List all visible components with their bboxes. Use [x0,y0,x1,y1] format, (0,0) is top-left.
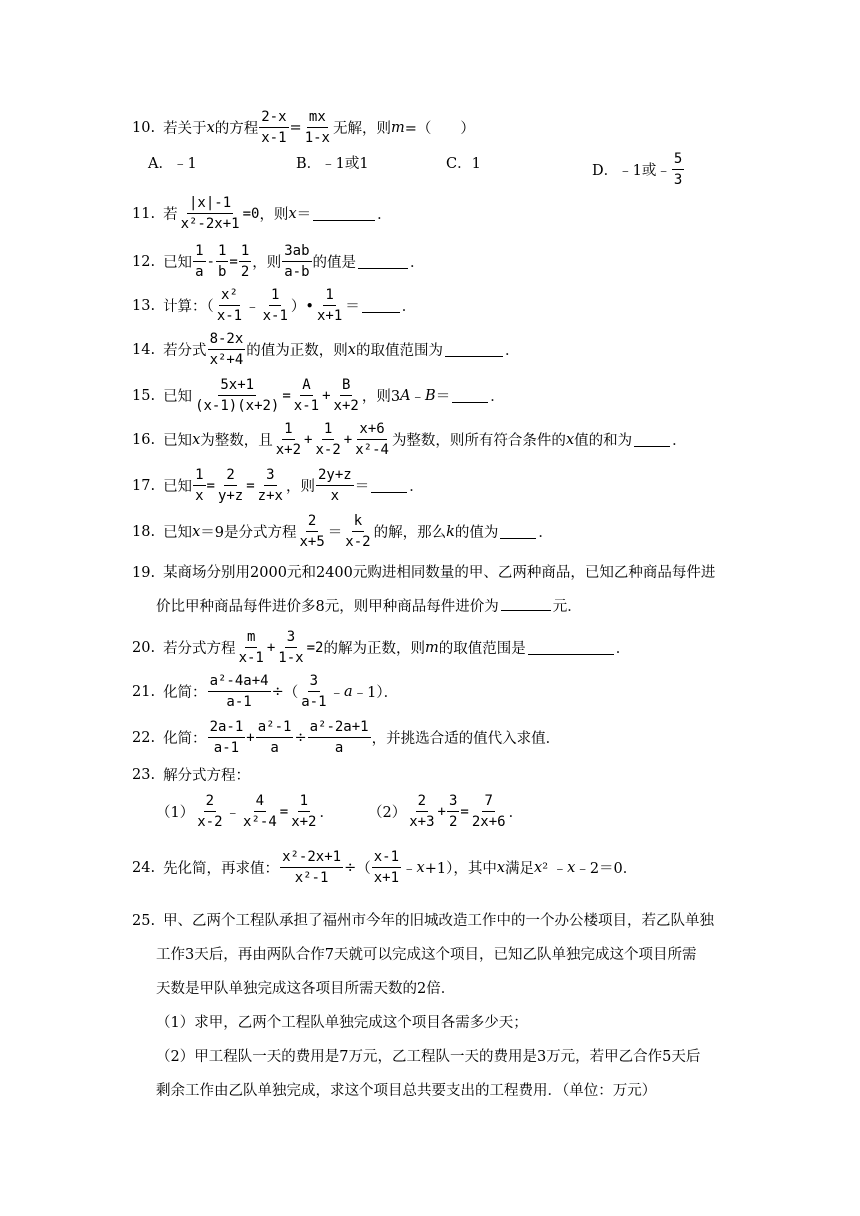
question-14: 14. 若分式 $\frac{8-2x}{\text{x²+4}}$ 的值为正数，则 x 的取值范围为 ． [132,331,520,368]
question-25-part-2: （2）甲工程队一天的费用是7万元，乙工程队一天的费用是3万元，若甲乙合作5天后 [156,1049,701,1065]
question-20: 20. 若分式方程 $\frac{m}{x-1}$ + $\frac{3}{1-x}$ =2 的解为正数，则 m 的取值范围是 ． [132,629,631,666]
option-a: A．﹣1 [148,156,197,172]
option-c: C．1 [446,156,481,172]
fraction: $\frac{1}{x+1}$ [316,287,343,324]
question-number: 20. [132,639,156,656]
fraction: $\frac{1}{x+2}$ [291,793,317,830]
fraction: $\frac{2}{x-2}$ [197,793,223,830]
answer-blank[interactable] [371,478,407,493]
fraction: $\frac{x+6}{\text{x²-4}}$ [355,421,389,458]
question-11: 11. 若 $\frac{|x|-1}{\text{x²-2x+1}}$ =0 ，则 x ＝ ． [132,195,392,232]
fraction: $\frac{1}{a}$ [195,243,204,280]
answer-blank[interactable] [500,524,536,539]
text: 若关于 [163,121,207,137]
question-23: 23. 解分式方程： [132,766,251,784]
question-number: 25. [132,913,156,929]
text: =（ ） [404,121,475,137]
fraction: $\frac{1}{2}$ [240,243,250,280]
question-number: 18. [132,523,156,540]
option-b: B．﹣1或1 [296,156,369,172]
answer-blank[interactable] [634,432,670,447]
answer-blank[interactable] [362,298,400,313]
question-number: 16. [132,431,156,448]
fraction: $\frac{k}{x-2}$ [345,513,371,550]
question-number: 15. [132,387,156,404]
question-number: 10. [132,119,156,136]
question-22: 22. 化简： $\frac{2a-1}{a-1}$ + $\frac{\text{a²-1}}{a}$ ÷ $\frac{\text{a²-2a+1}}{a}$ ，并挑选合适的值代入求值． [132,719,561,756]
fraction: $\frac{m}{x-1}$ [238,629,264,666]
question-number: 17. [132,477,156,494]
question-15: 15. 已知 $\frac{5x+1}{(x-1)(x+2)}$ = $\frac{A}{x-1}$ + $\frac{B}{x+2}$ ，则3 A ﹣ B ＝ ． [132,377,505,414]
question-24: 24. 先化简，再求值： $\frac{\text{x²-2x+1}}{\text{x²-1}}$ ÷ （ $\frac{x-1}{x+1}$ ﹣ x +1），其中 x 满足 x ² ﹣ x ﹣2＝0． [132,849,638,886]
fraction: $\frac{2}{x+3}$ [409,793,435,830]
fraction: $\frac{3}{2}$ [448,793,458,830]
fraction: $\frac{x-1}{x+1}$ [373,849,400,886]
fraction: $\frac{A}{x-1}$ [293,377,320,414]
answer-blank[interactable] [445,342,503,357]
fraction: $\frac{3}{z+x}$ [257,467,283,504]
variable: m [391,119,405,136]
question-21: 21. 化简： $\frac{\text{a²-4a+4}}{a-1}$ ÷ （ $\frac{3}{a-1}$ ﹣ a ﹣1）． [132,673,399,710]
question-16: 16. 已知 x 为整数，且 $\frac{1}{x+2}$ + $\frac{1}{x-2}$ + $\frac{x+6}{\text{x²-4}}$ 为整数，则所有符合条件的 x 值的和为 ． [132,421,687,458]
question-number: 13. [132,297,156,314]
fraction: $\frac{mx}{1-x}$ [304,109,330,146]
fraction: $\frac{5}{3}$ [673,151,683,188]
fraction: $\frac{2}{x+5}$ [299,513,325,550]
question-17: 17. 已知 $\frac{1}{x}$ = $\frac{2}{y+z}$ = $\frac{3}{z+x}$ ，则 $\frac{2y+z}{x}$ ＝ ． [132,467,424,504]
text: = [289,119,302,136]
text: 无解，则 [333,121,391,137]
option-d: D．﹣1或﹣ $\frac{5}{3}$ [592,151,683,188]
question-number: 22. [132,729,156,746]
answer-blank[interactable] [528,640,614,655]
answer-blank[interactable] [313,206,375,221]
fraction: $\frac{\text{a²-2a+1}}{a}$ [309,719,369,756]
fraction: $\frac{\text{x²}}{x-1}$ [216,287,243,324]
fraction: $\frac{|x|-1}{\text{x²-2x+1}}$ [180,195,240,232]
question-25-part-1: （1）求甲，乙两个工程队单独完成这个项目各需多少天； [156,1015,528,1031]
question-23-part-2: （2） $\frac{2}{x+3}$ + $\frac{3}{2}$ = $\frac{7}{2x+6}$ ． [368,793,524,830]
fraction: $\frac{1}{x+2}$ [275,421,302,458]
question-10 [132,108,475,147]
question-number: 11. [132,205,156,222]
fraction: $\frac{1}{x-2}$ [315,421,341,458]
fraction: $\frac{\text{a²-4a+4}}{a-1}$ [209,673,269,710]
text: 的方程 [214,121,259,137]
fraction: $\frac{3}{1-x}$ [278,629,304,666]
question-number: 14. [132,341,156,358]
fraction: $\frac{2-x}{x-1}$ [261,109,287,146]
answer-blank[interactable] [358,254,408,269]
fraction: $\frac{5x+1}{(x-1)(x+2)}$ [195,377,280,414]
question-number: 19. [132,565,156,581]
fraction: $\frac{1}{x-1}$ [262,287,288,324]
fraction: $\frac{3ab}{a-b}$ [284,243,310,280]
question-12: 12. 已知 $\frac{1}{a}$ - $\frac{1}{b}$ = $\frac{1}{2}$ ，则 $\frac{3ab}{a-b}$ 的值是 ． [132,243,425,280]
fraction: $\frac{2}{y+z}$ [217,467,244,504]
fraction: $\frac{7}{2x+6}$ [471,793,506,830]
fraction: $\frac{1}{x}$ [195,467,204,504]
fraction: $\frac{B}{x+2}$ [333,377,359,414]
fraction: $\frac{2y+z}{x}$ [317,467,352,504]
fraction: $\frac{8-2x}{\text{x²+4}}$ [209,331,244,368]
question-number: 21. [132,683,156,700]
answer-blank[interactable] [452,388,488,403]
question-18: 18. 已知 x ＝9是分式方程 $\frac{2}{x+5}$ ＝ $\frac{k}{x-2}$ 的解，那么 k 的值为 ． [132,513,553,550]
question-number: 24. [132,859,156,876]
question-19: 19. 某商场分别用2000元和2400元购进相同数量的甲、乙两种商品，已知乙种商品每件进 价比甲种商品每件进价多8元，则甲种商品每件进价为 元． [132,556,732,624]
fraction: $\frac{3}{a-1}$ [301,673,327,710]
fraction: $\frac{4}{\text{x²-4}}$ [243,793,277,830]
question-number: 23. [132,766,156,783]
fraction: $\frac{\text{x²-2x+1}}{\text{x²-1}}$ [282,849,342,886]
fraction: $\frac{2a-1}{a-1}$ [209,719,244,756]
question-25: 25. 甲、乙两个工程队承担了福州市今年的旧城改造工作中的一个办公楼项目，若乙队单独 工作3天后，再由两队合作7天就可以完成这个项目，已知乙队单独完成这个项目所需 天数是甲队单独完成这各项目所需天数的2倍． （1）求甲，乙两个工程队单独完成这个项目各需多少天； （2）甲工程队一天的费用是7万元，乙工程队一天的费用是3万元，若甲乙合作5天后 剩余工作由乙队单独完成，求这个项目总共要支出的工程费用．（单位：万元） [132,904,752,1108]
fraction: $\frac{1}{b}$ [217,243,227,280]
question-13: 13. 计算：（ $\frac{\text{x²}}{x-1}$ ﹣ $\frac{1}{x-1}$ ）• $\frac{1}{x+1}$ ＝ ． [132,287,417,324]
fraction: $\frac{\text{a²-1}}{a}$ [257,719,292,756]
variable: x [206,119,215,136]
question-23-part-1: （1） $\frac{2}{x-2}$ ﹣ $\frac{4}{\text{x²-4}}$ = $\frac{1}{x+2}$ ． [156,793,334,830]
question-number: 12. [132,253,156,270]
answer-blank[interactable] [501,596,551,611]
